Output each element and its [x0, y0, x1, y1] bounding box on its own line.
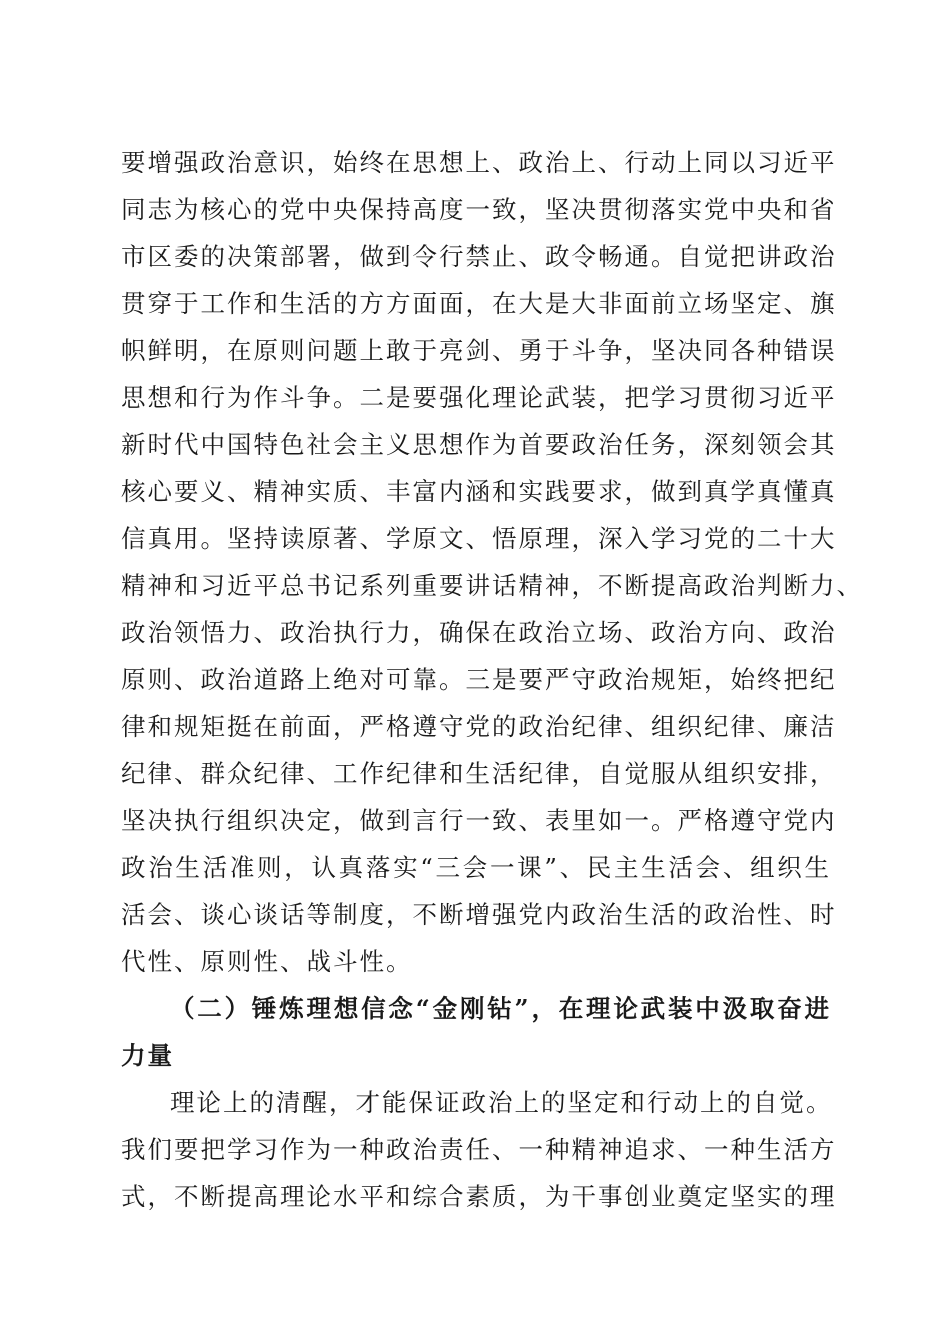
paragraph-line: 同志为核心的党中央保持高度一致，坚决贯彻落实党中央和省: [121, 195, 837, 224]
paragraph-line: 代性、原则性、战斗性。: [121, 947, 413, 976]
paragraph-line: 要增强政治意识，始终在思想上、政治上、行动上同以习近平: [121, 148, 837, 177]
paragraph-line: 帜鲜明，在原则问题上敢于亮剑、勇于斗争，坚决同各种错误: [121, 336, 837, 365]
paragraph-line: 新时代中国特色社会主义思想作为首要政治任务，深刻领会其: [121, 430, 837, 459]
paragraph-line: 市区委的决策部署，做到令行禁止、政令畅通。自觉把讲政治: [121, 242, 837, 271]
section-heading: （二）锤炼理想信念“金刚钻”，在理论武装中汲取奋进: [170, 994, 831, 1023]
paragraph-line: 我们要把学习作为一种政治责任、一种精神追求、一种生活方: [121, 1135, 837, 1164]
paragraph-line: 思想和行为作斗争。二是要强化理论武装，把学习贯彻习近平: [121, 383, 837, 412]
paragraph-line: 政治生活准则，认真落实“三会一课”、民主生活会、组织生: [121, 853, 831, 882]
paragraph-line: 律和规矩挺在前面，严格遵守党的政治纪律、组织纪律、廉洁: [121, 712, 837, 741]
paragraph-line: 政治领悟力、政治执行力，确保在政治立场、政治方向、政治: [121, 618, 837, 647]
paragraph-line: 信真用。坚持读原著、学原文、悟原理，深入学习党的二十大: [121, 524, 837, 553]
paragraph-line: 核心要义、精神实质、丰富内涵和实践要求，做到真学真懂真: [121, 477, 837, 506]
paragraph-line: 活会、谈心谈话等制度，不断增强党内政治生活的政治性、时: [121, 900, 837, 929]
paragraph-line: 贯穿于工作和生活的方方面面，在大是大非面前立场坚定、旗: [121, 289, 837, 318]
section-heading-continuation: 力量: [121, 1041, 174, 1070]
paragraph-line: 理论上的清醒，才能保证政治上的坚定和行动上的自觉。: [170, 1088, 833, 1117]
paragraph-line: 纪律、群众纪律、工作纪律和生活纪律，自觉服从组织安排，: [121, 759, 837, 788]
paragraph-line: 坚决执行组织决定，做到言行一致、表里如一。严格遵守党内: [121, 806, 837, 835]
paragraph-line: 式，不断提高理论水平和综合素质，为干事创业奠定坚实的理: [121, 1182, 837, 1211]
paragraph-line: 原则、政治道路上绝对可靠。三是要严守政治规矩，始终把纪: [121, 665, 837, 694]
paragraph-line: 精神和习近平总书记系列重要讲话精神，不断提高政治判断力、: [121, 571, 863, 600]
